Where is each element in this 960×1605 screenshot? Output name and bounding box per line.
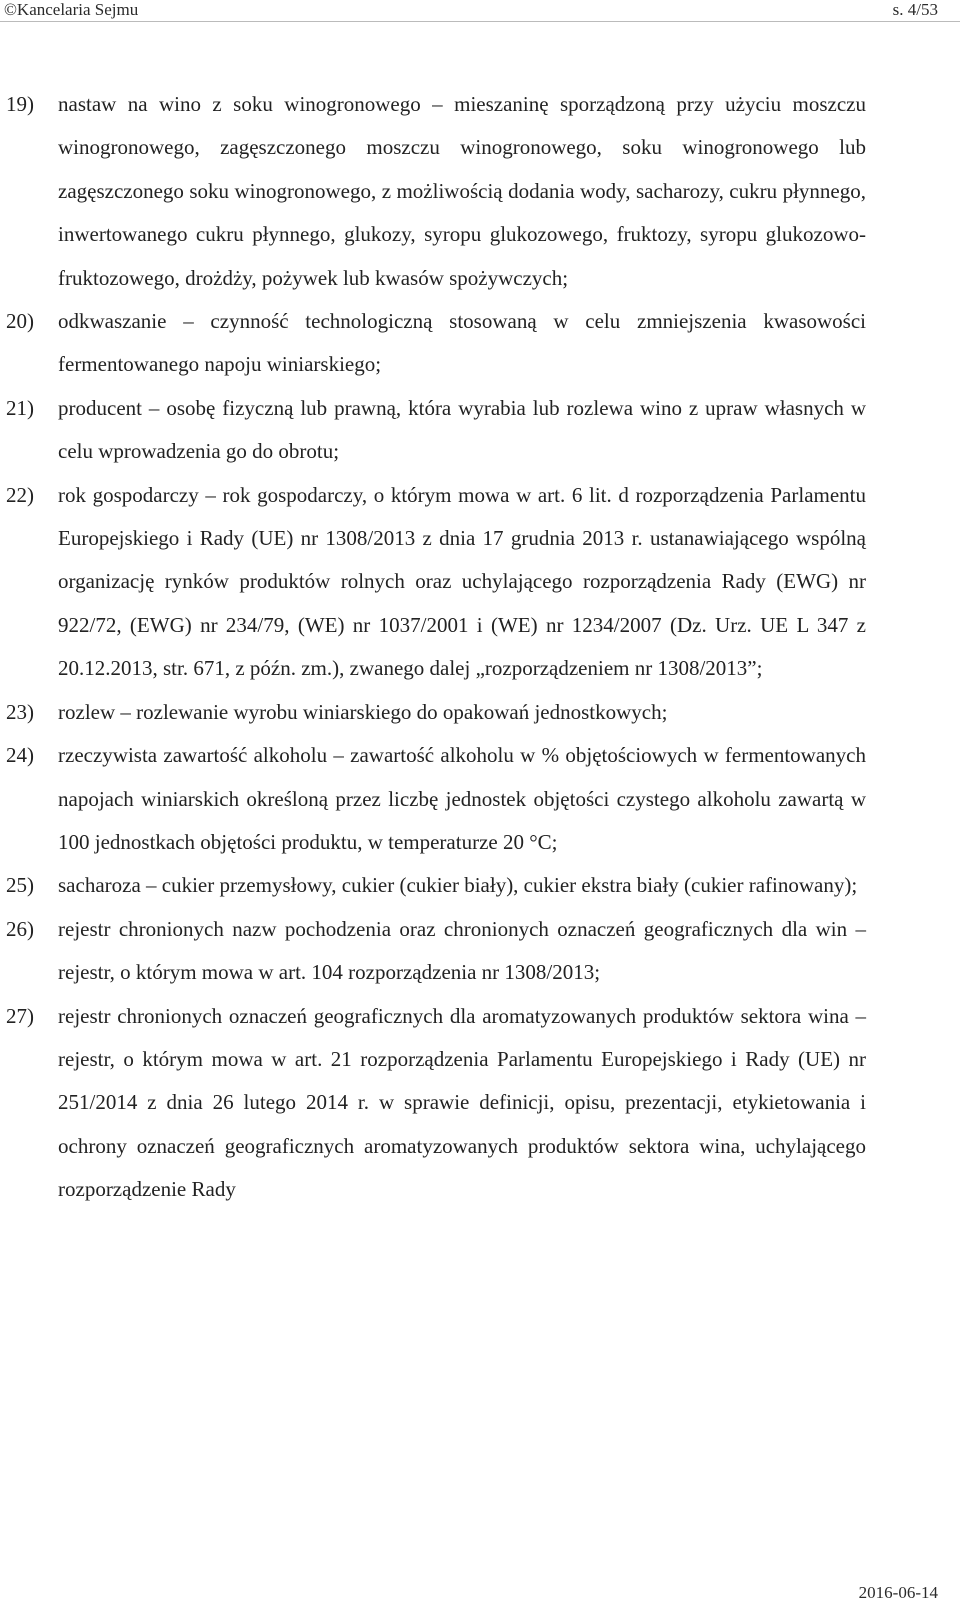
- item-text: odkwaszanie – czynność technologiczną stosowaną w celu zmniejszenia kwasowości fermentowanego napoju winiarskiego;: [58, 309, 866, 377]
- item-text: rejestr chronionych oznaczeń geograficznych dla aromatyzowanych produktów sektora wina – rejestr, o którym mowa w art. 21 rozporządzenia Parlamentu Europejskiego i Rady (UE) nr 251/2014 z dnia 26 lutego 2014 r. w sprawie definicji, opisu, prezentacji, etykietowania i ochrony oznaczeń geograficznych aromatyzowanych produktów sektora wina, uchylającego rozporządzenie Rady: [58, 1003, 866, 1202]
- item-number: 26): [6, 916, 34, 941]
- page-number: s. 4/53: [892, 0, 938, 19]
- definition-item-24: [6, 734, 866, 864]
- definition-item-20: [6, 300, 866, 387]
- item-text: producent – osobę fizyczną lub prawną, która wyrabia lub rozlewa wino z upraw własnych w celu wprowadzenia go do obrotu;: [58, 395, 866, 464]
- item-number: 21): [6, 395, 34, 420]
- definition-item-22: [6, 474, 866, 691]
- header-publisher: ©Kancelaria Sejmu: [4, 0, 139, 19]
- item-text: rok gospodarczy – rok gospodarczy, o którym mowa w art. 6 lit. d rozporządzenia Parlamentu Europejskiego i Rady (UE) nr 1308/2013 z dnia 17 grudnia 2013 r. ustanawiającego wspólną organizację rynków produktów rolnych oraz uchylającego rozporządzenia Rady (EWG) nr 922/72, (EWG) nr 234/79, (WE) nr 1037/2001 i (WE) nr 1234/2007 (Dz. Urz. UE L 347 z 20.12.2013, str. 671, z późn. zm.), zwanego dalej „rozporządzeniem nr 1308/2013”;: [58, 482, 866, 681]
- item-text: nastaw na wino z soku winogronowego – mieszaninę sporządzoną przy użyciu moszczu winogronowego, zagęszczonego moszczu winogronowego, soku winogronowego lub zagęszczonego soku winogronowego, z możliwością dodania wody, sacharozy, cukru płynnego, inwertowanego cukru płynnego, glukozy, syropu glukozowego, fruktozy, syropu glukozowo-fruktozowego, drożdży, pożywek lub kwasów spożywczych;: [58, 92, 866, 290]
- header-divider: [0, 21, 960, 22]
- item-text: rozlew – rozlewanie wyrobu winiarskiego do opakowań jednostkowych;: [58, 699, 668, 724]
- definition-item-25: [6, 864, 866, 907]
- item-number: 22): [6, 482, 34, 507]
- item-number: 27): [6, 1003, 34, 1028]
- definition-item-26: [6, 908, 866, 995]
- item-number: 20): [6, 309, 34, 334]
- document-body: [6, 83, 866, 1212]
- item-number: 25): [6, 873, 34, 898]
- item-number: 23): [6, 699, 34, 724]
- definition-item-21: [6, 387, 866, 474]
- item-number: 24): [6, 743, 34, 768]
- item-text: rzeczywista zawartość alkoholu – zawartość alkoholu w % objętościowych w fermentowanych napojach winiarskich określoną przez liczbę jednostek objętości czystego alkoholu zawartą w 100 jednostkach objętości produktu, w temperaturze 20 °C;: [58, 743, 866, 854]
- definition-item-23: [6, 691, 866, 734]
- item-text: rejestr chronionych nazw pochodzenia oraz chronionych oznaczeń geograficznych dla win – rejestr, o którym mowa w art. 104 rozporządzenia nr 1308/2013;: [58, 916, 866, 985]
- definition-item-27: [6, 995, 866, 1212]
- footer-date: 2016-06-14: [858, 1583, 938, 1602]
- item-number: 19): [6, 92, 34, 116]
- definition-item-19: [6, 83, 866, 300]
- item-text: sacharoza – cukier przemysłowy, cukier (cukier biały), cukier ekstra biały (cukier rafinowany);: [58, 873, 858, 898]
